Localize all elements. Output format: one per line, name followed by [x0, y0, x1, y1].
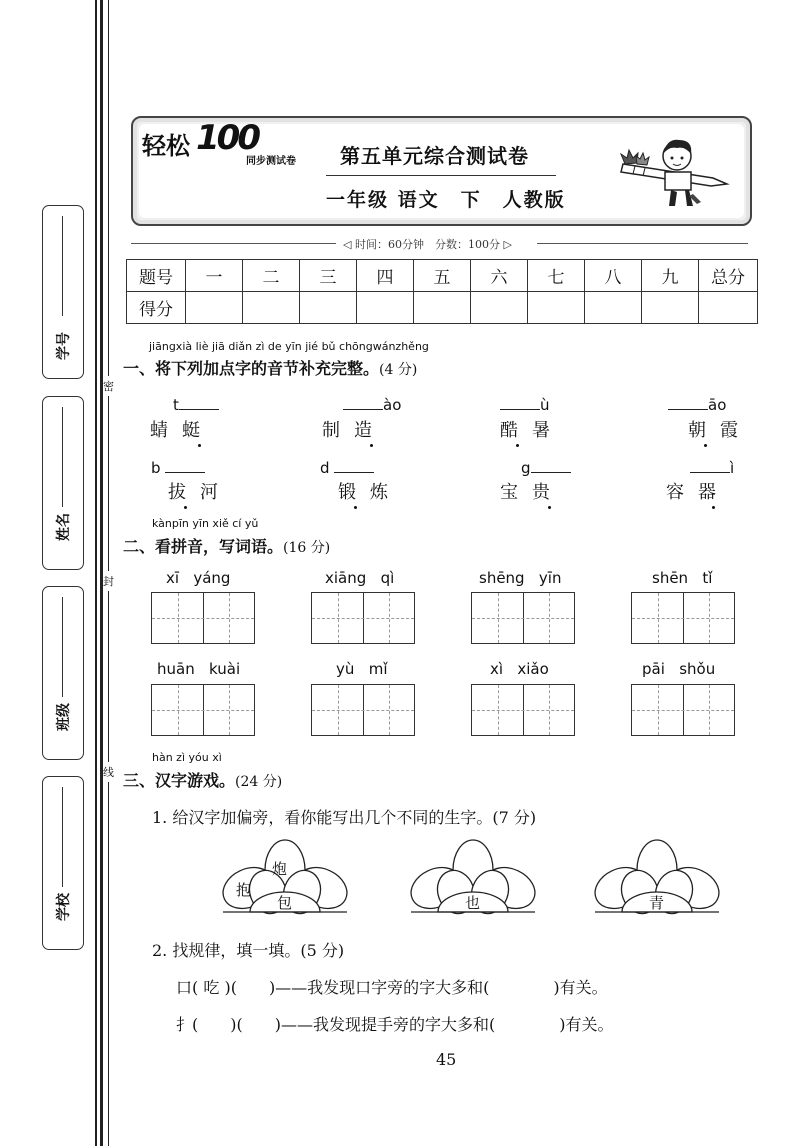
- class-field[interactable]: [42, 586, 84, 760]
- q1-syllable-7[interactable]: g: [521, 458, 571, 477]
- score-col-8: 八: [585, 260, 642, 292]
- q1-syllable-1[interactable]: t: [173, 395, 219, 414]
- q1-word-6: 锻炼: [338, 482, 402, 503]
- q1-word-2: 制造: [322, 420, 386, 441]
- q2-pinyin-1: xī yáng: [166, 569, 231, 587]
- q1-syllable-4[interactable]: āo: [668, 395, 726, 414]
- score-col-6: 六: [471, 260, 528, 292]
- q2-pinyin: kànpīn yīn xiě cí yǔ: [152, 517, 259, 530]
- cut-mark-feng: 封: [103, 571, 114, 591]
- score-col-3: 三: [300, 260, 357, 292]
- score-cell[interactable]: [243, 292, 300, 324]
- q2-pinyin-6: yù mǐ: [336, 660, 388, 678]
- q1-word-4: 朝霞: [688, 420, 752, 441]
- score-cell[interactable]: [186, 292, 243, 324]
- score-table: [126, 259, 758, 324]
- q1-emphasis-dot: [184, 506, 187, 509]
- school-field[interactable]: [42, 776, 84, 950]
- q1-word-7: 宝贵: [500, 482, 564, 503]
- q1-syllable-5[interactable]: b: [151, 458, 205, 477]
- score-table-header-label: 题号: [127, 260, 186, 292]
- page-number: 45: [436, 1050, 457, 1069]
- q1-heading: 一、将下列加点字的音节补充完整。(4 分): [123, 359, 418, 378]
- q1-emphasis-dot: [548, 506, 551, 509]
- writing-grid[interactable]: [311, 684, 415, 736]
- q3-sub2: 2. 找规律，填一填。(5 分): [152, 941, 345, 960]
- q1-word-3: 酷暑: [500, 420, 564, 441]
- score-cell[interactable]: [642, 292, 699, 324]
- q3-pinyin: hàn zì yóu xì: [152, 751, 222, 764]
- score-col-9: 九: [642, 260, 699, 292]
- logo-subtitle: 同步测试卷: [246, 156, 296, 167]
- score-cell[interactable]: [357, 292, 414, 324]
- q1-syllable-6[interactable]: d: [320, 458, 374, 477]
- score-cell[interactable]: [471, 292, 528, 324]
- q1-syllable-2[interactable]: ào: [343, 395, 401, 414]
- kid-with-pen-illustration: [615, 134, 735, 212]
- q1-syllable-8[interactable]: ì: [690, 458, 734, 477]
- writing-grid[interactable]: [311, 592, 415, 644]
- q3-pattern-line-1[interactable]: 口( 吃 )( )——我发现口字旁的字大多和( )有关。: [176, 978, 608, 997]
- cut-mark-mi: 密: [103, 376, 114, 396]
- writing-grid[interactable]: [151, 684, 255, 736]
- score-cell[interactable]: [528, 292, 585, 324]
- score-col-4: 四: [357, 260, 414, 292]
- flower-3-center: 青: [649, 894, 665, 912]
- flower-1-center: 包: [277, 894, 293, 912]
- writing-grid[interactable]: [151, 592, 255, 644]
- q2-heading: 二、看拼音，写词语。(16 分): [123, 537, 331, 556]
- q2-pinyin-2: xiāng qì: [325, 569, 395, 587]
- score-cell[interactable]: [699, 292, 758, 324]
- page-subtitle: 一年级 语文 下 人教版: [326, 189, 566, 211]
- writing-grid[interactable]: [631, 592, 735, 644]
- q2-pinyin-8: pāi shǒu: [642, 660, 716, 678]
- class-label: 班级: [56, 703, 72, 731]
- q3-pattern-line-2[interactable]: 扌( )( )——我发现提手旁的字大多和( )有关。: [176, 1015, 614, 1034]
- student-number-label: 学号: [56, 332, 72, 360]
- q2-pinyin-3: shēng yīn: [479, 569, 562, 587]
- name-label: 姓名: [56, 513, 72, 541]
- q1-word-8: 容器: [666, 482, 730, 503]
- score-col-5: 五: [414, 260, 471, 292]
- cut-mark-xian: 线: [103, 762, 114, 782]
- score-cell[interactable]: [585, 292, 642, 324]
- time-rule-right: [537, 243, 748, 244]
- name-field[interactable]: [42, 396, 84, 570]
- score-cell[interactable]: [300, 292, 357, 324]
- logo-text: 轻松: [142, 132, 190, 160]
- writing-grid[interactable]: [471, 592, 575, 644]
- flower-1-petal-left: 抱: [236, 881, 252, 899]
- q1-emphasis-dot: [370, 444, 373, 447]
- q1-emphasis-dot: [516, 444, 519, 447]
- q1-emphasis-dot: [198, 444, 201, 447]
- student-number-field[interactable]: [42, 205, 84, 379]
- q3-sub1: 1. 给汉字加偏旁，看你能写出几个不同的生字。(7 分): [152, 808, 537, 827]
- q2-pinyin-4: shēn tǐ: [652, 569, 713, 587]
- page-title: 第五单元综合测试卷: [340, 144, 529, 168]
- q1-pinyin: jiāngxià liè jiā diǎn zì de yīn jié bǔ chōngwánzhěng: [149, 340, 429, 353]
- q1-emphasis-dot: [704, 444, 707, 447]
- score-col-1: 一: [186, 260, 243, 292]
- score-col-7: 七: [528, 260, 585, 292]
- flower-2-center: 也: [465, 894, 481, 912]
- time-info: ◁ 时间：60分钟 分数：100分 ▷: [343, 238, 512, 251]
- writing-grid[interactable]: [471, 684, 575, 736]
- flower-1-petal-top: 炮: [272, 860, 288, 878]
- school-label: 学校: [56, 893, 72, 921]
- binding-line-outer: [95, 0, 97, 1146]
- q1-emphasis-dot: [712, 506, 715, 509]
- logo-number: 100: [196, 118, 258, 158]
- score-table-row-label: 得分: [127, 292, 186, 324]
- score-col-total: 总分: [699, 260, 758, 292]
- title-divider: [326, 175, 556, 176]
- score-col-2: 二: [243, 260, 300, 292]
- q1-word-1: 蜻蜓: [150, 420, 214, 441]
- score-cell[interactable]: [414, 292, 471, 324]
- q3-heading: 三、汉字游戏。(24 分): [123, 771, 283, 790]
- q2-pinyin-7: xì xiǎo: [490, 660, 549, 678]
- q1-syllable-3[interactable]: ù: [500, 395, 550, 414]
- q1-emphasis-dot: [354, 506, 357, 509]
- writing-grid[interactable]: [631, 684, 735, 736]
- q2-pinyin-5: huān kuài: [157, 660, 241, 678]
- q1-word-5: 拔河: [168, 482, 232, 503]
- time-rule-left: [131, 243, 336, 244]
